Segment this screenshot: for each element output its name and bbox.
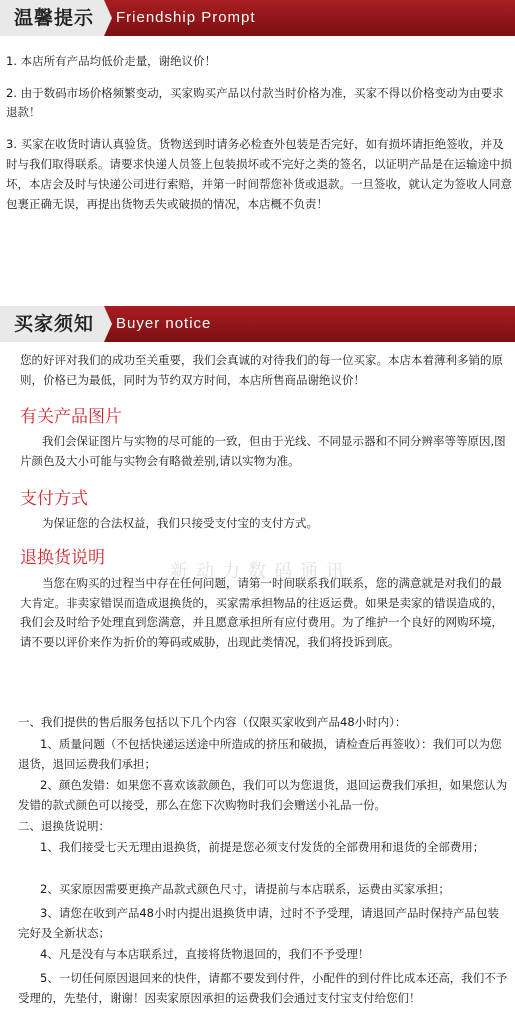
banner-notch [104, 306, 112, 342]
banner-title-en: Buyer notice [116, 315, 212, 332]
section-body-images: 我们会保证图片与实物的尽可能的一致，但由于光线、不同显示器和不同分辨率等等原因,图片颜色及大小可能与实物会有略微差别,请以实物为准。 [20, 434, 506, 468]
friendship-prompt-banner [0, 0, 515, 36]
return-item-1: 1、我们接受七天无理由退换货，前提是您必须支付发货的全部费用和退货的全部费用； [40, 840, 485, 854]
service-item-quality: 1、质量问题（不包括快递运送途中所造成的挤压和破损，请检查后再签收）：我们可以为您退货，退回运费我们承担； [18, 737, 502, 771]
section-title-images: 有关产品图片 [20, 407, 122, 427]
banner-title-cn: 温馨提示 [0, 0, 104, 36]
return-item-3: 3、请您在收到产品48小时内提出退换货申请，过时不予受理，请退回产品时保持产品包装完好及全新状态； [18, 906, 499, 940]
service-heading-2: 二、退换货说明： [18, 819, 110, 833]
banner-title-cn: 买家须知 [0, 306, 104, 342]
section-body-returns: 当您在购买的过程当中存在任何问题，请第一时间联系我们联系，您的满意就是对我们的最大肯定。非卖家错误而造成退换货的，买家需承担物品的往返运费。如果是卖家的错误造成的，我们会及时给予处理直到您满意，并且愿意承担所有应付费用。为了维护一个良好的网购环境，请不要以评价来作为折价的筹码或威胁，出现此类情况，我们将投诉到底。 [20, 576, 503, 649]
prompt-item-2: 2. 由于数码市场价格频繁变动，买家购买产品以付款当时价格为准，买家不得以价格变动为由要求退款！ [6, 86, 504, 119]
return-item-4: 4、凡是没有与本店联系过，直接将货物退回的，我们不予受理！ [40, 947, 370, 961]
service-heading-1: 一、我们提供的售后服务包括以下几个内容（仅限买家收到产品48小时内）： [18, 715, 407, 729]
watermark-text: 新动力数码通讯 [170, 561, 352, 582]
section-title-payment: 支付方式 [20, 489, 88, 509]
service-item-color: 2、颜色发错：如果您不喜欢该款颜色，我们可以为您退货，退回运费我们承担，如果您认为发错的款式颜色可以接受，那么在您下次购物时我们会赠送小礼品一份。 [18, 778, 508, 812]
banner-title-en: Friendship Prompt [116, 9, 256, 26]
prompt-item-1: 1. 本店所有产品均低价走量，谢绝议价！ [6, 54, 217, 68]
prompt-item-3: 3. 买家在收货时请认真验货。货物送到时请务必检查外包装是否完好，如有损坏请拒绝签收，并及时与我们取得联系。请要求快递人员签上包装损坏或不完好之类的签名，以证明产品是在运输途中损坏，本店会及时与快递公司进行索赔，并第一时间帮您补货或退款。一旦签收，就认定为签收人同意包裹正确无误，再提出货物丢失或破损的情况，本店概不负责！ [6, 137, 512, 211]
intro-text: 您的好评对我们的成功至关重要，我们会真诚的对待我们的每一位买家。本店本着薄利多销的原则，价格已为最低，同时为节约双方时间，本店所售商品谢绝议价！ [20, 353, 503, 387]
return-item-2: 2、买家原因需要更换产品款式颜色尺寸，请提前与本店联系，运费由买家承担； [40, 882, 450, 896]
buyer-notice-banner [0, 306, 515, 342]
banner-notch [104, 0, 112, 36]
section-title-returns: 退换货说明 [20, 548, 105, 568]
return-item-5: 5、一切任何原因退回来的快件，请都不要发到付件，小配件的到付件比成本还高，我们不予受理的，先垫付，谢谢！因卖家原因承担的运费我们会通过支付宝支付给您们！ [18, 971, 508, 1005]
section-body-payment: 为保证您的合法权益，我们只接受支付宝的支付方式。 [42, 516, 318, 530]
